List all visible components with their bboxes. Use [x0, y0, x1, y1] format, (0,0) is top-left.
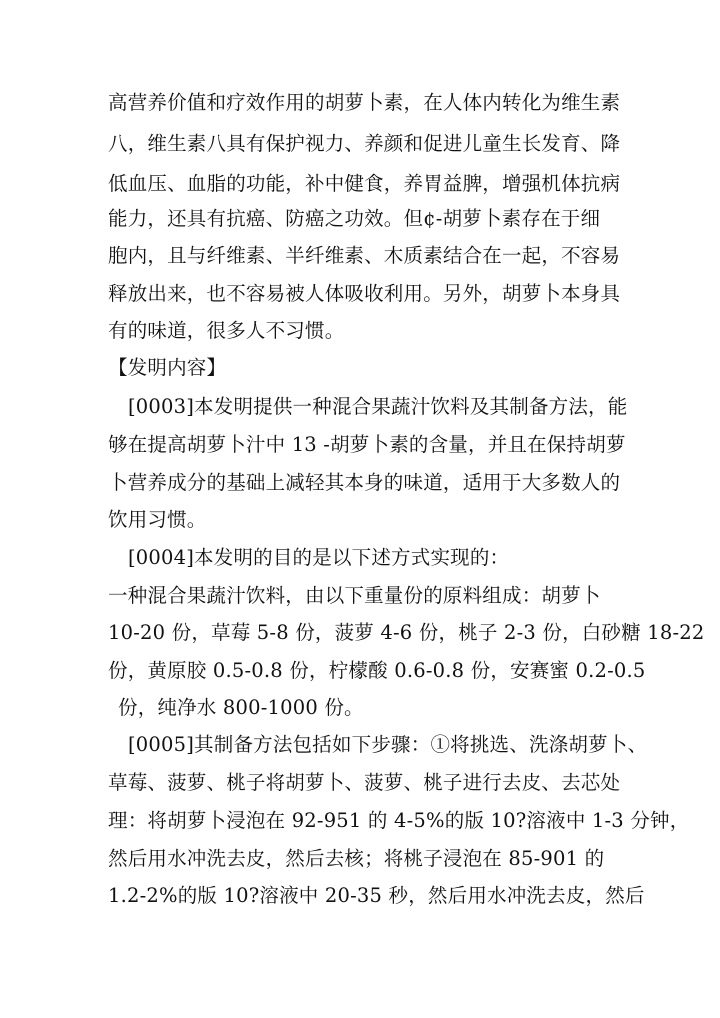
text-line: 八，维生素八具有保护视力、养颜和促进儿童生长发育、降 [108, 132, 621, 155]
text-line: 份，黄原胶 0.5-0.8 份，柠檬酸 0.6-0.8 份，安赛蜜 0.2-0.5 [108, 659, 646, 682]
text-line: 能力，还具有抗癌、防癌之功效。但¢-胡萝卜素存在于细 [108, 207, 601, 230]
paragraph-0005-start: [0005]其制备方法包括如下步骤：①将挑选、洗涤胡萝卜、 [128, 733, 648, 756]
text-line: 有的味道，很多人不习惯。 [108, 319, 345, 342]
text-line: 份，纯净水 800-1000 份。 [118, 696, 364, 719]
section-heading: 【发明内容】 [108, 356, 227, 379]
text-line: 高营养价值和疗效作用的胡萝卜素，在人体内转化为维生素 [108, 91, 621, 114]
text-line: 草莓、菠萝、桃子将胡萝卜、菠萝、桃子进行去皮、去芯处 [108, 771, 621, 794]
text-line: 一种混合果蔬汁饮料，由以下重量份的原料组成：胡萝卜 [108, 584, 601, 607]
text-line: 10-20 份，草莓 5-8 份，菠萝 4-6 份，桃子 2-3 份，白砂糖 18-22 [108, 621, 705, 644]
text-line: 1.2-2%的版 10?溶液中 20-35 秒，然后用水冲洗去皮，然后 [108, 884, 645, 907]
text-line: 饮用习惯。 [108, 508, 207, 531]
paragraph-0004-start: [0004]本发明的目的是以下述方式实现的： [128, 546, 510, 569]
text-line: 够在提高胡萝卜汁中 13 -胡萝卜素的含量，并且在保持胡萝 [108, 433, 626, 456]
paragraph-0003-start: [0003]本发明提供一种混合果蔬汁饮料及其制备方法，能 [128, 395, 628, 418]
text-line: 低血压、血脂的功能，补中健食，养胃益脾，增强机体抗病 [108, 172, 621, 195]
text-line: 然后用水冲洗去皮，然后去核；将桃子浸泡在 85-901 的 [108, 847, 605, 870]
text-line: 胞内，且与纤维素、半纤维素、木质素结合在一起，不容易 [108, 244, 621, 267]
text-line: 释放出来，也不容易被人体吸收利用。另外，胡萝卜本身具 [108, 282, 621, 305]
text-line: 理：将胡萝卜浸泡在 92-951 的 4-5%的版 10?溶液中 1-3 分钟， [108, 809, 690, 832]
text-line: 卜营养成分的基础上减轻其本身的味道，适用于大多数人的 [108, 471, 621, 494]
